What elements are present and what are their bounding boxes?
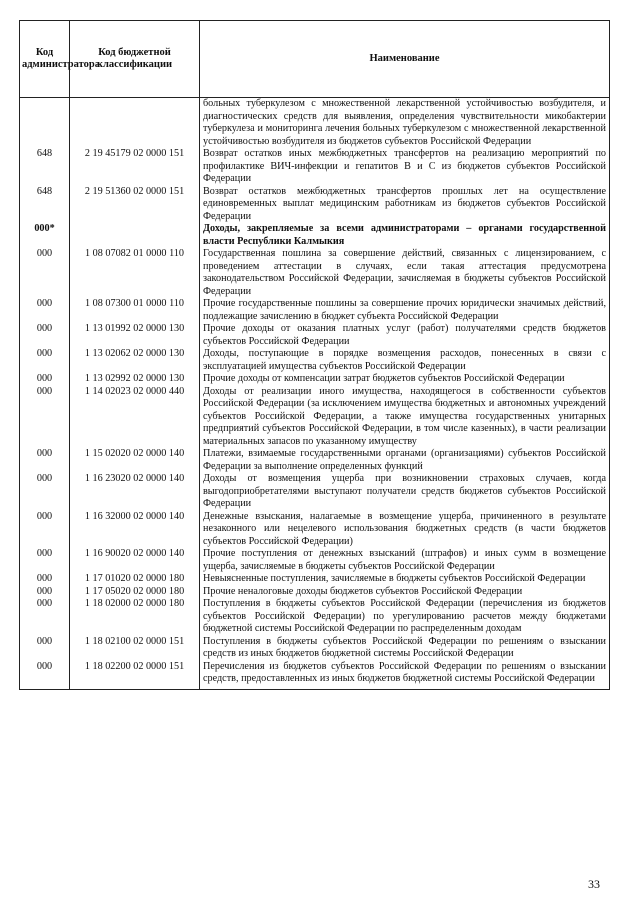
header-budget-classification-code: Код бюджетной классификации (70, 21, 200, 98)
name-cell: Поступления в бюджеты субъектов Российской Федерации (перечисления из бюджетов субъектов Российской Федерации) по урегулированию расчетов между бюджетами бюджетной системы Российской Федерации по распределенным доходам (200, 598, 610, 636)
budget-code-cell: 1 13 02992 02 0000 130 (70, 373, 200, 386)
admin-code-cell: 648 (20, 148, 70, 186)
budget-code-cell: 1 17 01020 02 0000 180 (70, 573, 200, 586)
name-cell: Доходы, закрепляемые за всеми администраторами – органами государственной власти Республики Калмыкия (200, 223, 610, 248)
budget-code-cell: 1 13 01992 02 0000 130 (70, 323, 200, 348)
admin-code-cell: 000 (20, 473, 70, 511)
name-cell: Доходы от возмещения ущерба при возникновении страховых случаев, когда выгодоприобретателями выступают получатели средств бюджетов субъектов Российской Федерации (200, 473, 610, 511)
admin-code-cell: 000 (20, 598, 70, 636)
budget-code-cell: 1 13 02062 02 0000 130 (70, 348, 200, 373)
table-row (20, 386, 610, 449)
name-cell: Поступления в бюджеты субъектов Российской Федерации по решениям о взыскании средств из иных бюджетов бюджетной системы Российской Федерации (200, 636, 610, 661)
name-cell: Прочие доходы от оказания платных услуг (работ) получателями средств бюджетов субъектов Российской Федерации (200, 323, 610, 348)
table-row (20, 298, 610, 323)
admin-code-cell: 000 (20, 348, 70, 373)
name-cell: больных туберкулезом с множественной лекарственной устойчивостью возбудителя, и диагностических средств для выявления, определения чувствительности микобактерии туберкулеза и мониторинга лечения больных туберкулезом с множественной лекарственной устойчивостью возбудителя из бюджетов субъектов Российской Федерации (200, 98, 610, 149)
document-page (19, 20, 609, 690)
name-cell: Возврат остатков межбюджетных трансфертов прошлых лет на осуществление единовременных выплат медицинским работникам из бюджетов субъектов Российской Федерации (200, 186, 610, 224)
budget-code-cell: 2 19 45179 02 0000 151 (70, 148, 200, 186)
table-row (20, 636, 610, 661)
name-cell: Прочие неналоговые доходы бюджетов субъектов Российской Федерации (200, 586, 610, 599)
table-row (20, 661, 610, 690)
table-row (20, 248, 610, 298)
admin-code-cell: 000 (20, 386, 70, 449)
table-row (20, 598, 610, 636)
table-row (20, 323, 610, 348)
budget-code-cell (70, 98, 200, 149)
table-row (20, 586, 610, 599)
budget-code-cell: 1 14 02023 02 0000 440 (70, 386, 200, 449)
table-row (20, 573, 610, 586)
admin-code-cell: 000 (20, 373, 70, 386)
name-cell: Денежные взыскания, налагаемые в возмещение ущерба, причиненного в результате незаконного или нецелевого использования бюджетных средств (в части бюджетов субъектов Российской Федерации) (200, 511, 610, 549)
admin-code-cell: 000 (20, 448, 70, 473)
budget-code-cell: 1 16 90020 02 0000 140 (70, 548, 200, 573)
name-cell: Доходы от реализации иного имущества, находящегося в собственности субъектов Российской Федерации (за исключением имущества бюджетных и автономных учреждений субъектов Российской Федерации, а также имущества государственных унитарных предприятий субъектов Российской Федерации, в том числе казенных), в части реализации материальных запасов по указанному имуществу (200, 386, 610, 449)
name-cell: Доходы, поступающие в порядке возмещения расходов, понесенных в связи с эксплуатацией имущества субъектов Российской Федерации (200, 348, 610, 373)
name-cell: Платежи, взимаемые государственными органами (организациями) субъектов Российской Федерации за выполнение определенных функций (200, 448, 610, 473)
admin-code-cell: 000 (20, 248, 70, 298)
page-number: 33 (588, 877, 600, 891)
budget-code-cell: 1 16 32000 02 0000 140 (70, 511, 200, 549)
admin-code-cell: 000 (20, 636, 70, 661)
admin-code-cell: 000 (20, 661, 70, 690)
header-name: Наименование (200, 21, 610, 98)
table-header-row (20, 21, 610, 98)
admin-code-cell: 000 (20, 511, 70, 549)
table-row (20, 373, 610, 386)
budget-code-cell: 1 16 23020 02 0000 140 (70, 473, 200, 511)
table-row (20, 186, 610, 224)
table-row (20, 548, 610, 573)
admin-code-cell: 000 (20, 586, 70, 599)
table-row (20, 98, 610, 149)
table-row (20, 348, 610, 373)
admin-code-cell: 000* (20, 223, 70, 248)
budget-code-cell: 1 18 02200 02 0000 151 (70, 661, 200, 690)
name-cell: Прочие государственные пошлины за совершение прочих юридически значимых действий, подлежащие зачислению в бюджет субъекта Российской Федерации (200, 298, 610, 323)
table-row (20, 448, 610, 473)
name-cell: Возврат остатков иных межбюджетных трансфертов на реализацию мероприятий по профилактике ВИЧ-инфекции и гепатитов В и С из бюджетов субъектов Российской Федерации (200, 148, 610, 186)
name-cell: Государственная пошлина за совершение действий, связанных с лицензированием, с проведением аттестации в случаях, если такая аттестация предусмотрена законодательством Российской Федерации, зачисляемая в бюджеты субъектов Российской Федерации (200, 248, 610, 298)
budget-code-cell: 1 08 07082 01 0000 110 (70, 248, 200, 298)
name-cell: Прочие доходы от компенсации затрат бюджетов субъектов Российской Федерации (200, 373, 610, 386)
budget-code-cell: 1 17 05020 02 0000 180 (70, 586, 200, 599)
table-row (20, 473, 610, 511)
table-row (20, 511, 610, 549)
budget-code-cell: 1 08 07300 01 0000 110 (70, 298, 200, 323)
budget-codes-table (19, 20, 610, 690)
budget-code-cell: 1 18 02100 02 0000 151 (70, 636, 200, 661)
admin-code-cell: 000 (20, 298, 70, 323)
admin-code-cell (20, 98, 70, 149)
table-row (20, 148, 610, 186)
name-cell: Невыясненные поступления, зачисляемые в бюджеты субъектов Российской Федерации (200, 573, 610, 586)
budget-code-cell: 2 19 51360 02 0000 151 (70, 186, 200, 224)
admin-code-cell: 648 (20, 186, 70, 224)
admin-code-cell: 000 (20, 573, 70, 586)
table-body (20, 98, 610, 690)
budget-code-cell (70, 223, 200, 248)
admin-code-cell: 000 (20, 323, 70, 348)
table-row (20, 223, 610, 248)
admin-code-cell: 000 (20, 548, 70, 573)
budget-code-cell: 1 15 02020 02 0000 140 (70, 448, 200, 473)
name-cell: Прочие поступления от денежных взысканий (штрафов) и иных сумм в возмещение ущерба, зачисляемые в бюджеты субъектов Российской Федерации (200, 548, 610, 573)
name-cell: Перечисления из бюджетов субъектов Российской Федерации по решениям о взыскании средств, предоставленных из иных бюджетов бюджетной системы Российской Федерации (200, 661, 610, 690)
budget-code-cell: 1 18 02000 02 0000 180 (70, 598, 200, 636)
header-admin-code: Код администратора (20, 21, 70, 98)
